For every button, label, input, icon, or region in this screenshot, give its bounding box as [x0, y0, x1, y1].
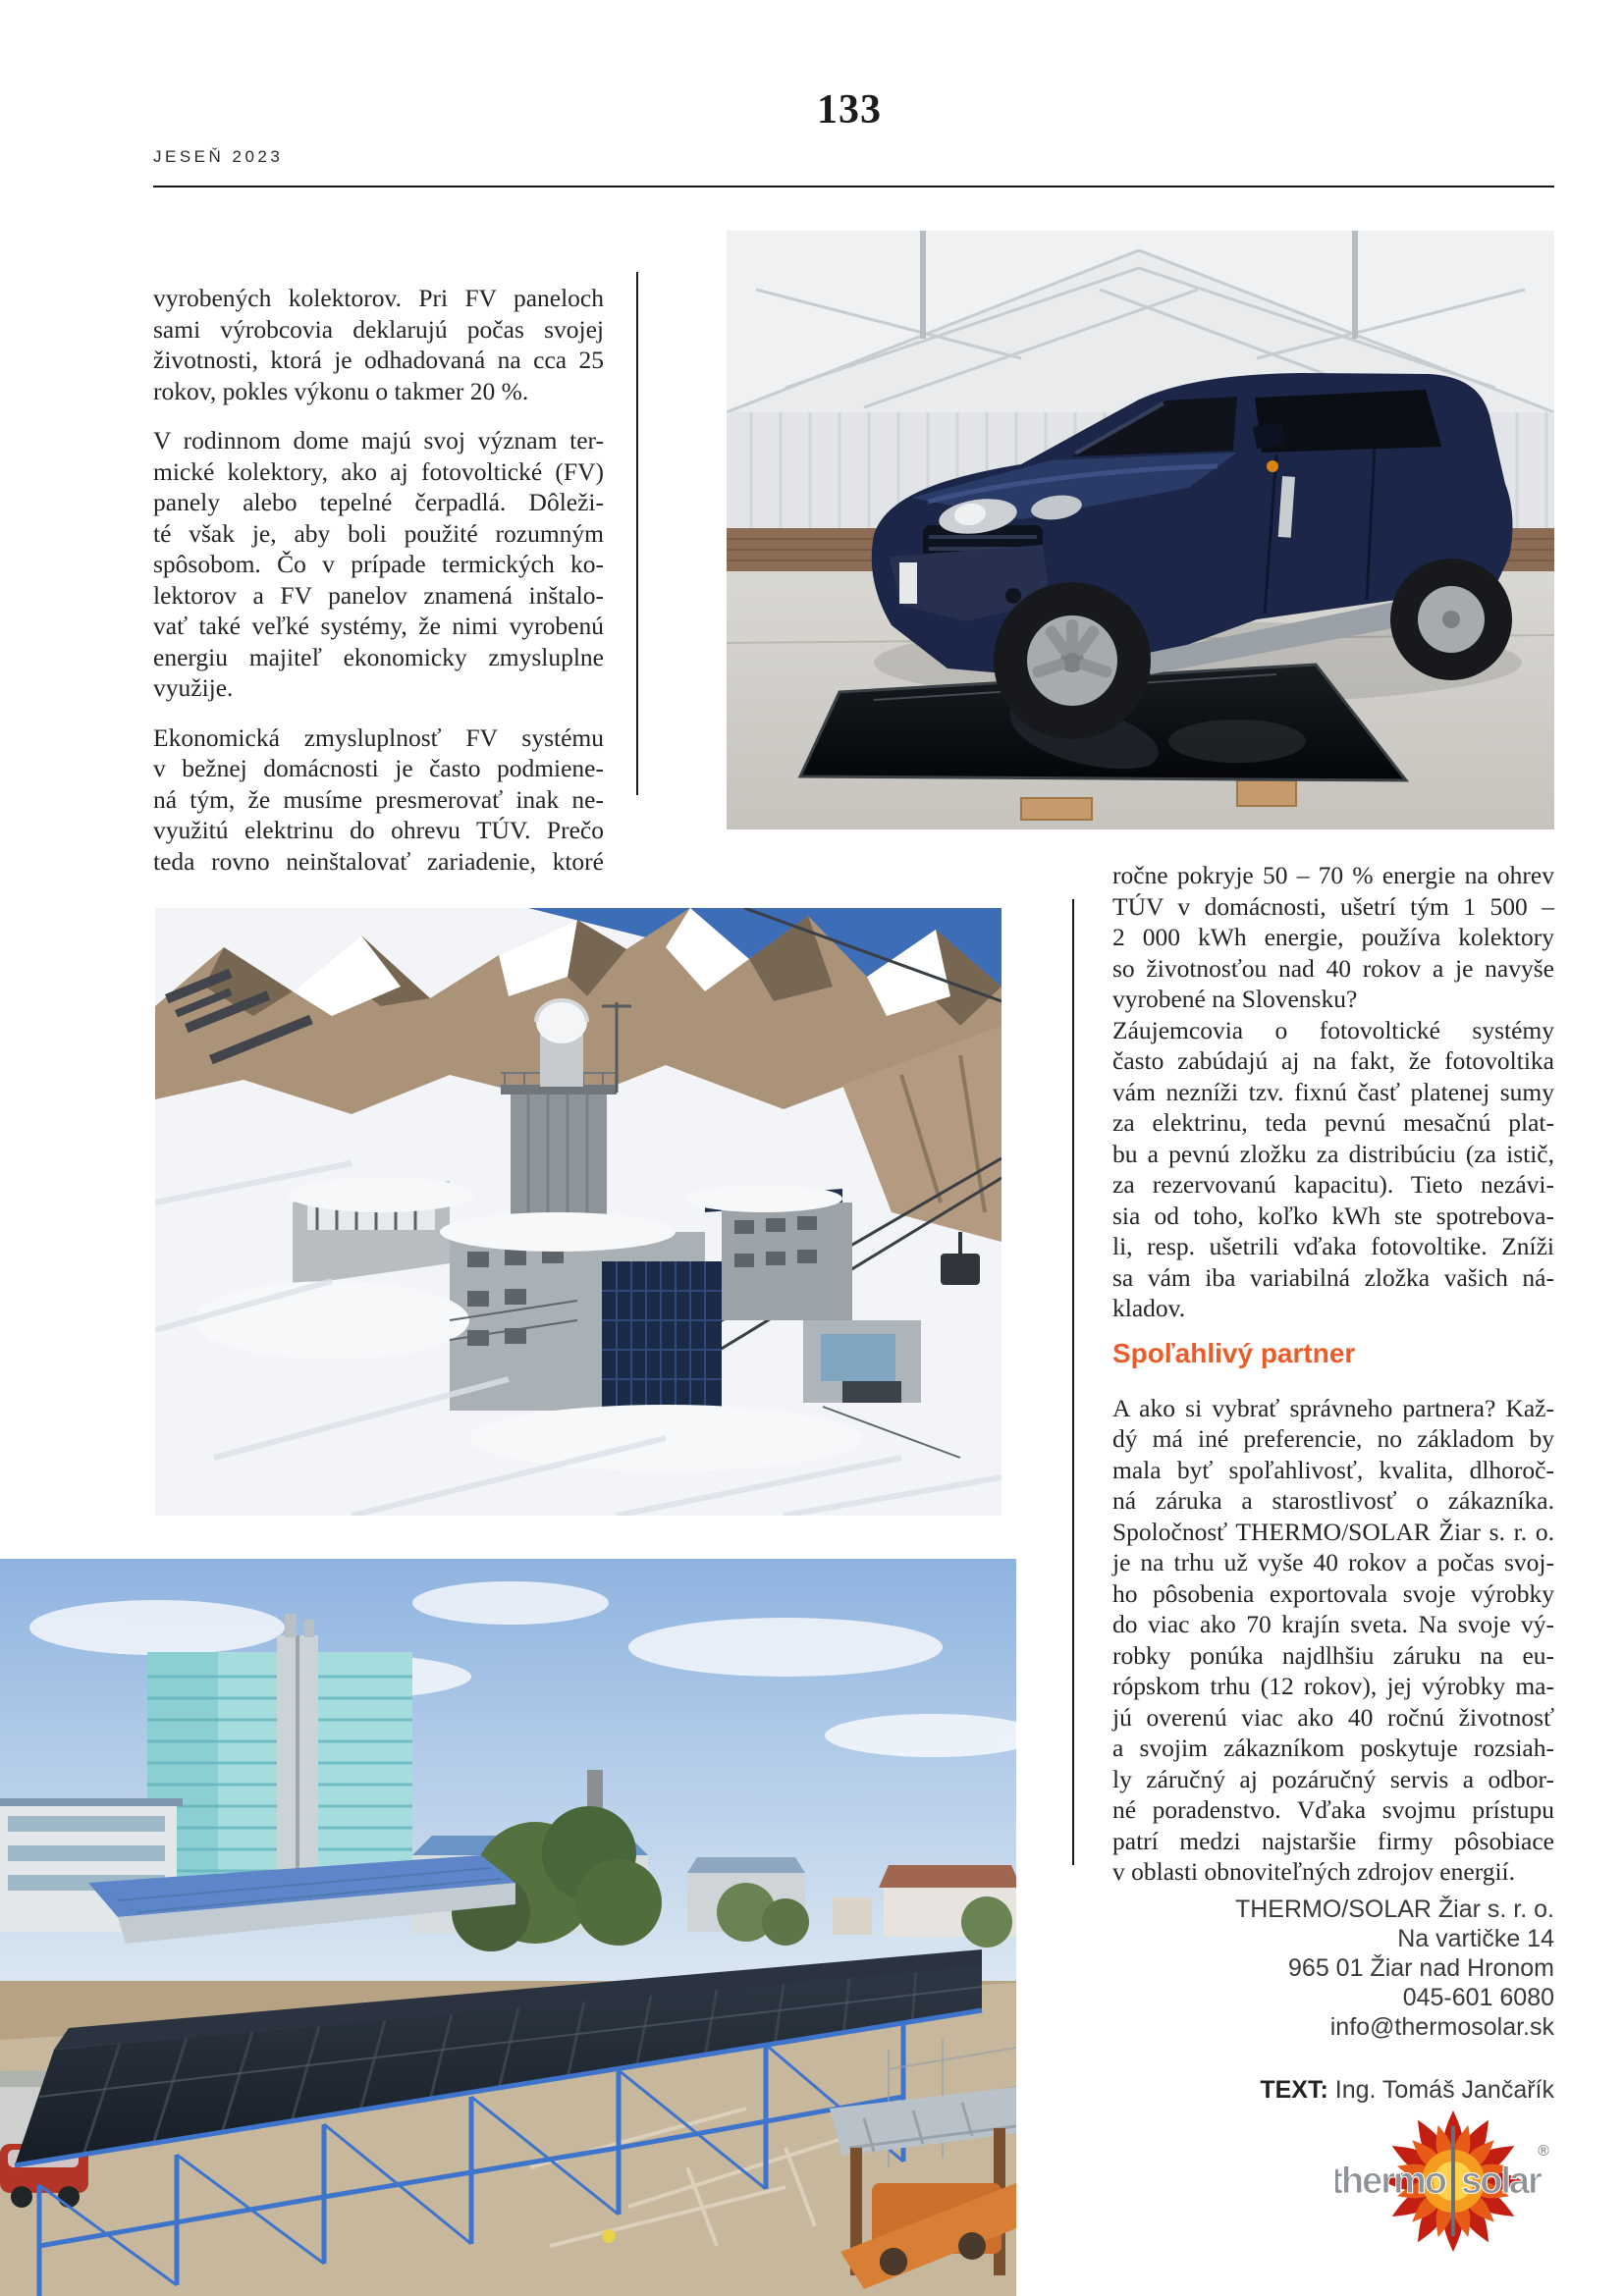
byline-label: TEXT:: [1260, 2076, 1328, 2104]
logo-word-thermo: thermo: [1335, 2161, 1445, 2202]
paragraph: ročne pokryje 50 – 70 % energie na ohrev TÚV v domácnosti, ušetrí tým 1 500 – 2 000 kWh energie, používa kolektory so životnosťou nad 40 rokov a je navyše vyrobené na Slovensku?: [1112, 861, 1554, 1013]
phone-number: 045-601 6080: [1402, 1984, 1554, 2011]
thermosolar-logo: [1335, 2103, 1571, 2260]
column-divider-left: [636, 272, 638, 795]
mountain-station-photo: [155, 908, 1001, 1516]
paragraph: A ako si vybrať správneho partnera? Kaž- dý má iné preferencie, no základom by mala byť spoľahlivosť, kvalita, dlhoroč- ná záruka a starostlivosť o zákazníka. Spoločnosť THERMO/SOLAR Žiar s. r. o. je na trhu už vyše 40 rokov a počas svoj- ho pôsobenia exportovala svoje výrobky do viac ako 70 krajín sveta. Na svoje vý- robky ponúka najdlhšiu záruku na eu- rópskom trhu (12 rokov), jej výrobky ma- jú overenú viac ako 40 ročnú životnosť a svojim zákazníkom poskytuje rozsiah- ly záručný aj pozáručný servis a odbor- né poradenstvo. Vďaka svojmu prístupu patrí medzi najstaršie firmy pôsobiace v oblasti obnoviteľných zdrojov energií.: [1112, 1393, 1554, 1886]
logo-divider-bar: [1451, 2126, 1455, 2236]
paragraph: V rodinnom dome majú svoj význam ter- mické kolektory, ako aj fotovoltické (FV) panely alebo tepelné čerpadlá. Dôleži- té však je, aby boli použité rozumným spôsobom. Čo v prípade termických ko- lektorov a FV panelov znamená inštalo- vať také veľké systémy, že nimi vyrobenú energiu majiteľ ekonomicky zmysluplne využije.: [153, 426, 604, 702]
registered-trademark-icon: ®: [1538, 2143, 1549, 2160]
email-address: info@thermosolar.sk: [1329, 2013, 1554, 2041]
street-address: Na vartičke 14: [1397, 1925, 1554, 1952]
header-rule: [153, 186, 1554, 187]
solar-collector-field-photo: [0, 1559, 1016, 2296]
front-wheel: [994, 582, 1151, 739]
section-heading: Spoľahlivý partner: [1112, 1337, 1356, 1368]
byline: [1044, 2076, 1554, 2105]
paragraph: Záujemcovia o fotovoltické systémy často zabúdajú aj na fakt, že fotovoltika vám nezníži tzv. fixnú časť platenej sumy za elektrinu, teda pevnú mesačnú plat- bu a pevnú zložku za distribúciu (za istič, za rezervovanú kapacitu). Tieto nezávi- sia od toho, koľko kWh ste spotrebova- li, resp. ušetrili vďaka fotovoltike. Zníži sa vám iba variabilná zložka vašich ná- kladov.: [1112, 1015, 1554, 1322]
suv-on-collector-photo: [727, 231, 1554, 829]
mirror: [1253, 423, 1284, 449]
logo-word-solar: solar: [1461, 2161, 1541, 2202]
side-marker: [1267, 460, 1278, 472]
page-number: 133: [817, 87, 882, 133]
issue-label: JESEŇ 2023: [153, 147, 284, 166]
gondola: [941, 1254, 980, 1285]
rear-wheel: [1390, 559, 1512, 680]
byline-author: Ing. Tomáš Jančařík: [1327, 2076, 1554, 2104]
contact-block: [1044, 1895, 1554, 2042]
company-name: THERMO/SOLAR Žiar s. r. o.: [1234, 1896, 1554, 1923]
teal-tower: [147, 1614, 412, 1893]
column-divider-right: [1072, 899, 1074, 1865]
right-column: [1112, 860, 1554, 1888]
left-column: [153, 283, 604, 895]
paragraph: Ekonomická zmysluplnosť FV systému v bežnej domácnosti je často podmiene- ná tým, že musíme presmerovať inak ne- využitú elektrinu do ohrevu TÚV. Prečo teda rovno neinštalovať zariadenie, ktoré: [153, 722, 604, 876]
paragraph: vyrobených kolektorov. Pri FV paneloch sami výrobcovia deklarujú počas svojej životnosti, ktorá je odhadovaná na cca 25 rokov, pokles výkonu o takmer 20 %.: [153, 284, 604, 405]
city-address: 965 01 Žiar nad Hronom: [1288, 1954, 1554, 1982]
